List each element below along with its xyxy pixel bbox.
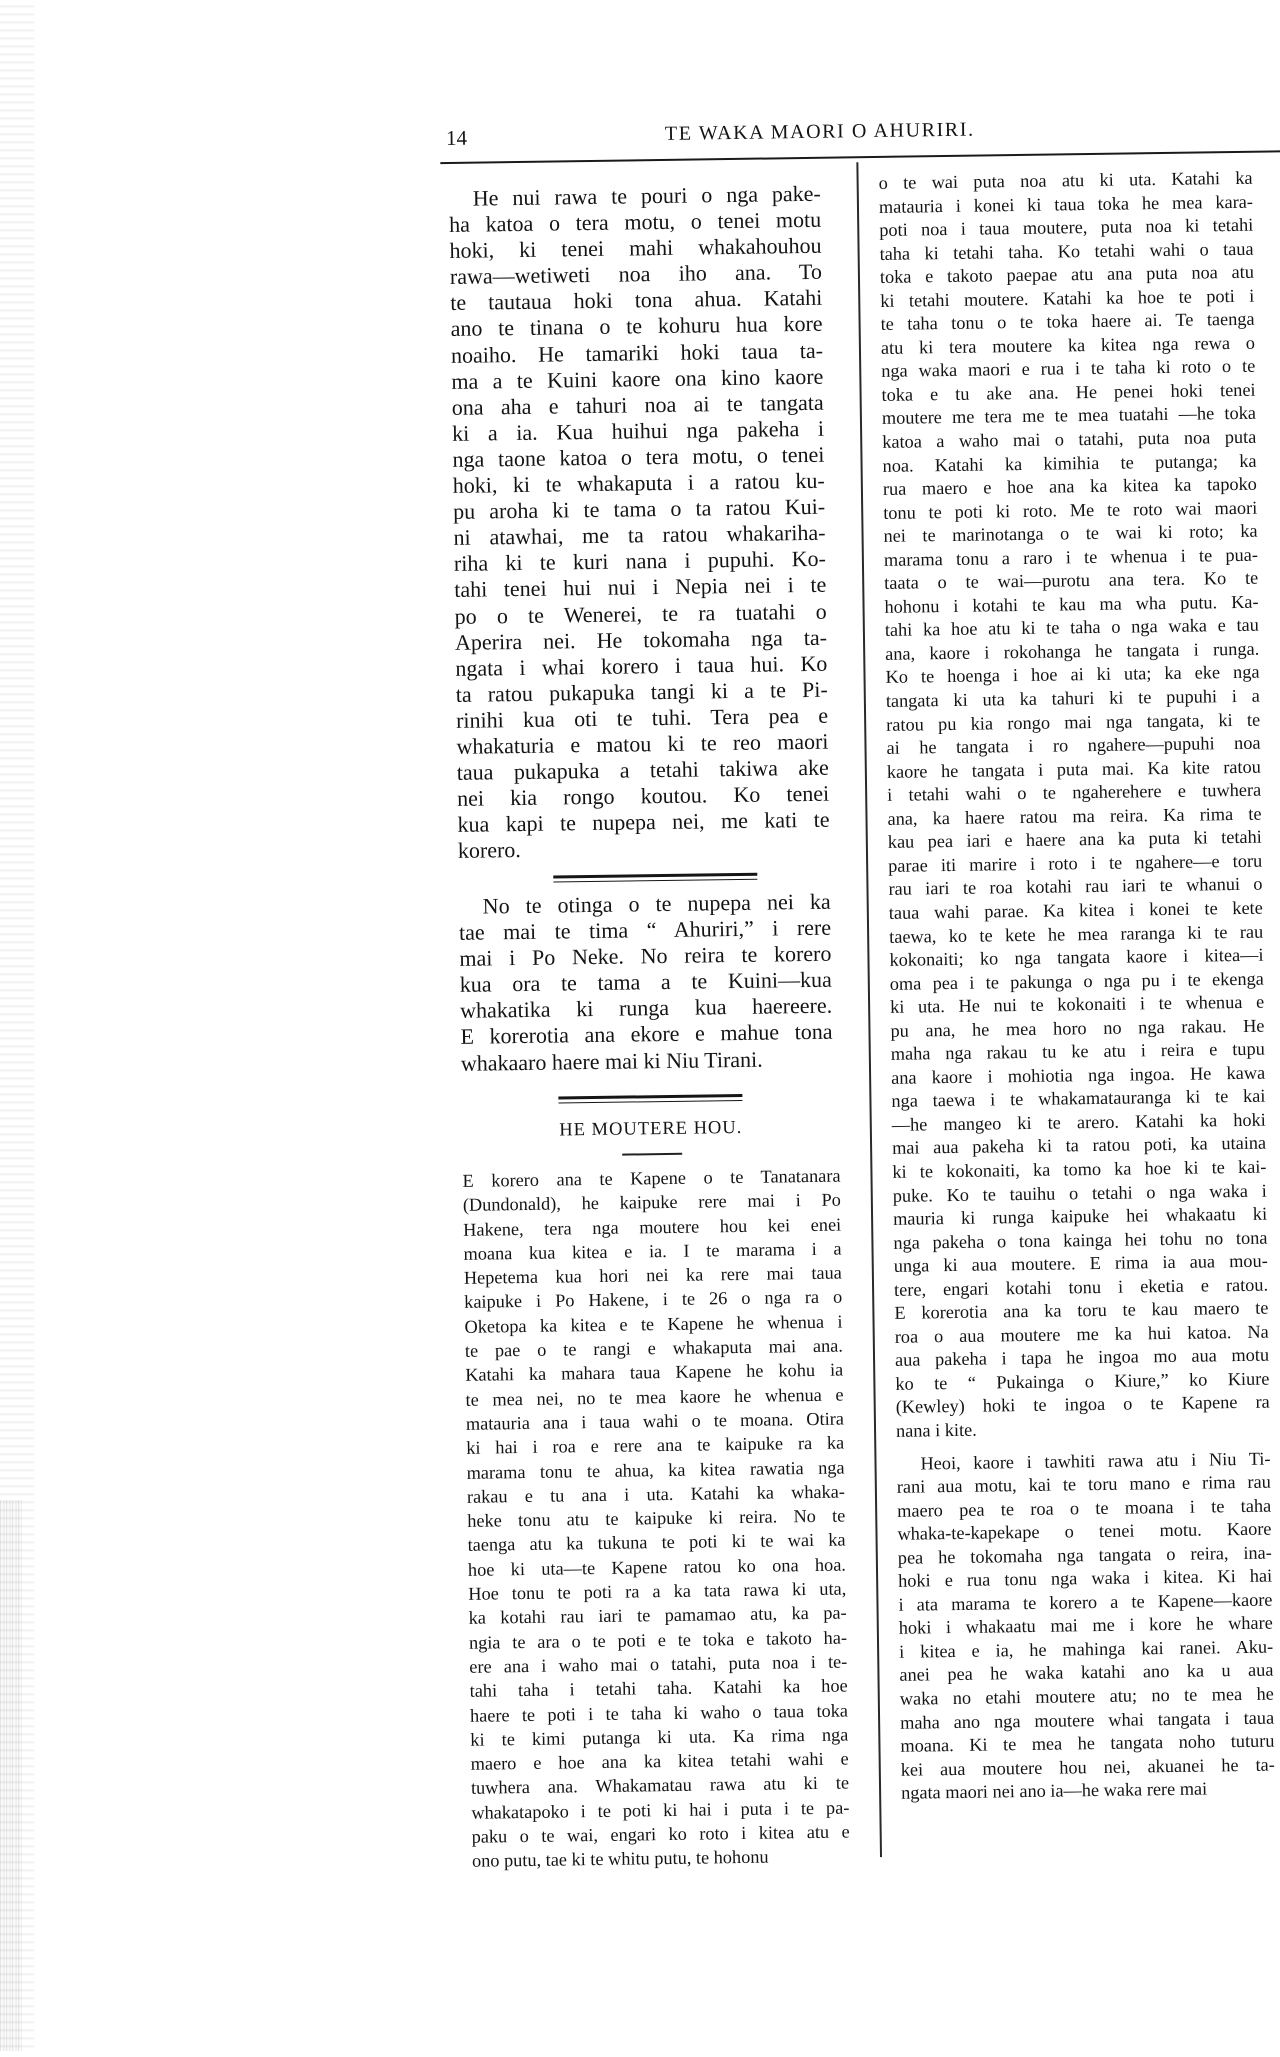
text-line: pea he tokomaha nga tangata o reira, ina- <box>897 1542 1272 1568</box>
page-number: 14 <box>445 125 468 150</box>
text-line: noaiho. He tamariki hoki taua ta- <box>450 337 824 368</box>
text-line: maha nga rakau tu ke atu i reira e tupu <box>890 1038 1265 1065</box>
text-line: moana. Ki te mea he tangata noho tuturu <box>900 1730 1275 1756</box>
text-line: paku o te wai, engari ko roto i kitea atu e <box>471 1821 850 1847</box>
section-heading: HE MOUTERE HOU. <box>559 1117 743 1141</box>
text-line: ki hai i roa e rere ana te kaipuke ra ka <box>466 1432 845 1459</box>
text-line: ki te kimi putanga ki uta. Ka rima nga <box>470 1724 849 1750</box>
text-line: rakau e tu ana i uta. Katahi ka whaka- <box>466 1481 846 1507</box>
text-line: kau pea iari e haere ana ka puta ki tetahi <box>887 826 1262 853</box>
text-line: po o te Wenerei, te ra tuatahi o <box>454 598 827 629</box>
text-line: ngia te ara o te poti e te toka e takoto ha- <box>468 1627 848 1653</box>
text-line: kei aua moutere hou nei, akuanei he ta- <box>900 1754 1275 1780</box>
text-line: nei te marinotanga o te wai ki roto; ka <box>883 520 1258 547</box>
text-line: tuwhera ana. Whakamatau rawa atu ki te <box>470 1772 850 1799</box>
text-line: Heoi, kaore i tawhiti rawa atu i Niu Ti- <box>920 1448 1271 1474</box>
text-line: rau iari te roa kotahi rau iari te whanui o <box>888 874 1263 900</box>
text-line: nei kia rongo koutou. Ko tenei <box>457 780 830 812</box>
text-line: waka no etahi moutere atu; no te mea he <box>899 1683 1274 1709</box>
text-line: ki uta. He nui te kokonaiti i te whenua e <box>890 991 1265 1018</box>
text-line: hoki, ki tenei mahi whakahouhou <box>449 232 822 264</box>
text-line: marama tonu te ahua, ka kitea rawatia nga <box>466 1457 845 1483</box>
text-line: nga taewa i te whakamatauranga ki te kai <box>891 1085 1266 1112</box>
text-line: haere te poti i te taha ki waho o taua toka <box>469 1700 849 1726</box>
text-line: ka kotahi rau iari te pamamao atu, ka pa- <box>468 1602 847 1629</box>
heading-rule <box>622 1153 682 1156</box>
text-line: pu aroha ki te tama o ta ratou Kui- <box>453 493 826 525</box>
text-line: Aperira nei. He tokomaha nga ta- <box>454 624 828 655</box>
text-line: matauria ana i taua wahi o te moana. Otira <box>465 1408 845 1434</box>
text-line: parae iti marire i roto i te ngahere—e toru <box>888 850 1263 876</box>
text-line: i ata marama te korero a te Kapene—kaore <box>898 1589 1273 1615</box>
text-line: matauria i konei ki taua toka he mea kara- <box>878 191 1254 217</box>
text-line: tere, engari kotahi tonu i eketia e ratou. <box>893 1274 1269 1300</box>
text-line: o te wai puta noa atu ki uta. Katahi ka <box>878 167 1253 193</box>
text-line: hoki i whakaatu mai me i kore he whare <box>898 1612 1273 1639</box>
text-line: ha katoa o tera motu, o tenei motu <box>449 206 822 238</box>
text-line: whakaturia e matou ki te reo maori <box>456 728 829 759</box>
text-line: pu ana, he mea horo no nga rakau. He <box>890 1015 1265 1041</box>
text-line: —he mangeo ki te arero. Katahi ka hoki <box>891 1109 1266 1135</box>
text-line: moana kua kitea e ia. I te marama i a <box>463 1238 842 1264</box>
section-separator <box>553 873 757 883</box>
text-line: Hoe tonu te poti ra a ka tata rawa ki uta, <box>468 1578 847 1604</box>
text-line: korero. <box>457 837 522 864</box>
text-line: kua kapi te nupepa nei, me kati te <box>457 806 830 838</box>
text-line: whakatapoko i te poti ki hai i puta i te pa- <box>471 1797 850 1823</box>
text-line: ana, kaore i rokohanga he tangata i runga. <box>885 638 1260 664</box>
text-line: roa o aua moutere me ka hui katoa. Na <box>894 1321 1269 1347</box>
text-line: whaka-te-kapekape o tenei motu. Kaore <box>897 1518 1272 1544</box>
text-line: te taha tonu o te toka haere ai. Te taenga <box>880 308 1255 335</box>
text-line: taata o te wai—purotu ana tera. Ko te <box>884 567 1259 594</box>
text-line: ki tetahi moutere. Katahi ka hoe te poti i <box>880 285 1255 311</box>
text-line: nga waka maori e rua i te taha ki roto o te <box>881 356 1256 382</box>
text-line: ta ratou pukapuka tangi ki a te Pi- <box>455 676 828 707</box>
text-line: taenga atu ka tukuna te poti ki te wai ka <box>467 1529 846 1556</box>
text-line: Hakene, tera nga moutere hou kei enei <box>463 1214 842 1240</box>
text-line: te tautaua hoki tona ahua. Katahi <box>450 285 823 316</box>
text-line: toka e takoto paepae atu ana puta noa atu <box>879 261 1255 288</box>
text-line: hoe ki uta—te Kapene ratou ko ona hoa. <box>467 1554 847 1580</box>
text-line: ono putu, tae ki te whitu putu, te hohonu <box>471 1846 769 1872</box>
text-line: mai aua pakeha ki ta ratou poti, ka utaina <box>891 1133 1267 1159</box>
text-line: E korerotia ana ka toru te kau maero te <box>894 1297 1269 1324</box>
text-line: tangata ki uta ka tahuri ki te pupuhi i a <box>885 685 1260 711</box>
text-line: i tetahi wahi o te ngaherehere e tuwhera <box>887 779 1262 806</box>
text-line: maero e hoe ana ka kitea tetahi wahi e <box>470 1748 849 1774</box>
text-line: ki a ia. Kua huihui nga pakeha i <box>451 415 825 446</box>
text-line: taha ki tetahi taha. Ko tetahi wahi o taua <box>879 238 1254 264</box>
text-line: hohonu i kotahi te kau ma wha putu. Ka- <box>884 591 1259 617</box>
text-line: kaore he tangata i puta mai. Ka kite ratou <box>886 756 1261 782</box>
text-line: tahi ka hoe atu ki te taha o nga waka e tau <box>884 615 1259 641</box>
text-line: E korerotia ana ekore e mahue tona <box>460 1019 833 1050</box>
text-line: kokonaiti; ko nga tangata kaore i kitea—i <box>889 944 1264 970</box>
text-line: tonu te poti ki roto. Me te roto wai maori <box>883 497 1258 523</box>
text-line: Oketopa ka kitea e te Kapene he whenua i <box>464 1311 843 1337</box>
section-separator <box>558 1094 742 1104</box>
text-line: unga ki aua moutere. E rima ia aua mou- <box>893 1250 1268 1276</box>
text-line: hoki e rua tonu nga waka i kitea. Ki hai <box>898 1565 1273 1592</box>
text-line: moutere me tera me te mea tuatahi —he toka <box>881 403 1257 429</box>
text-line: whakatika ki runga kua haereere. <box>459 993 833 1024</box>
text-line: rani aua motu, kai te toru mano e rima rau <box>896 1471 1271 1497</box>
text-line: E korero ana te Kapene o te Tanatanara <box>462 1165 841 1191</box>
text-line: ona aha e tahuri noa ai te tangata <box>451 389 824 420</box>
text-line: (Dundonald), he kaipuke rere mai i Po <box>462 1189 841 1216</box>
article-queen-son <box>449 181 830 865</box>
text-line: marama tonu a raro i te whenua i te pua- <box>883 544 1259 570</box>
text-line: maero pea te roa o te moana i te taha <box>897 1495 1272 1521</box>
text-line: tae mai te tima “ Ahuriri,” i rere <box>458 914 832 945</box>
text-line: (Kewley) hoki te ingoa o te Kapene ra <box>895 1392 1270 1418</box>
header-rule <box>440 150 1280 164</box>
text-line: nga pakeha o tona kainga hei tohu no tona <box>893 1227 1268 1253</box>
text-line: rinihi kua oti te tuhi. Tera pea e <box>455 702 829 733</box>
text-line: atu ki tera moutere ka kitea nga rewa o <box>880 332 1256 358</box>
text-line: He nui rawa te pouri o nga pake- <box>472 180 821 211</box>
text-line: taewa, ko te kete he mea raranga ki te rau <box>889 921 1264 947</box>
text-line: nga taone katoa o tera motu, o tenei <box>452 441 825 472</box>
text-line: puke. Ko te tauihu o tetahi o nga waka i <box>892 1180 1267 1206</box>
text-line: noa. Katahi ka kimihia te putanga; ka <box>882 450 1257 476</box>
text-line: ma a te Kuini kaore ona kino kaore <box>451 363 824 394</box>
text-line: te pae o te rangi e whakaputa mai ana. <box>464 1335 844 1361</box>
article-new-islands <box>462 1164 850 1874</box>
text-line: maha ano nga moutere whai tangata i taua <box>899 1707 1275 1733</box>
text-line: i kitea e ia, he mahinga kai ranei. Aku- <box>899 1636 1274 1662</box>
text-line: anei pea he waka katahi ano ka u aua <box>899 1660 1274 1686</box>
text-line: Katahi ka mahara taua Kapene he kohu ia <box>465 1359 844 1386</box>
text-line: ano te tinana o te kohuru hua kore <box>450 311 823 342</box>
text-line: rawa—wetiweti noa iho ana. To <box>449 259 823 290</box>
text-line: te mea nei, no te mea kaore he whenua e <box>465 1384 844 1410</box>
column-divider <box>856 162 881 1857</box>
text-line: oma pea i te pakunga o nga pu i te ekenga <box>889 968 1264 994</box>
text-line: whakaaro haere mai ki Niu Tirani. <box>460 1046 763 1076</box>
text-line: ana, ka haere ratou ma reira. Ka rima te <box>887 803 1262 829</box>
text-line: mauria ki runga kaipuke hei whakaatu ki <box>892 1203 1268 1229</box>
paragraph <box>878 167 1270 1444</box>
text-line: nana i kite. <box>895 1419 977 1441</box>
article-ahuriri-steamer <box>459 889 834 1077</box>
text-line: Hepetema kua hori nei ka rere mai taua <box>463 1262 842 1289</box>
text-line: rua maero e hoe ana ka kitea ka tapoko <box>882 473 1258 500</box>
text-line: ki te kokonaiti, ka tomo ka hoe ki te kai- <box>892 1156 1267 1182</box>
text-line: taua pukapuka a tetahi takiwa ake <box>456 754 829 785</box>
text-line: aua pakeha i tapa he ingoa mo aua motu <box>894 1344 1270 1371</box>
text-line: heke tonu atu te kaipuke ki reira. No te <box>467 1505 846 1531</box>
text-line: hoki, ki te whakaputa i a ratou ku- <box>452 467 825 498</box>
text-line: ni atawhai, me ta ratou whakariha- <box>453 519 826 551</box>
text-line: No te otinga o te nupepa nei ka <box>482 888 831 919</box>
text-line: ko te “ Pukainga o Kiure,” ko Kiure <box>895 1368 1270 1394</box>
running-title: TE WAKA MAORI O AHURIRI. <box>664 118 975 145</box>
text-line: kua ora te tama a te Kuini—kua <box>459 966 832 998</box>
text-line: tahi taha i tetahi taha. Katahi ka hoe <box>469 1675 848 1702</box>
text-line: ratou pu kia rongo mai nga tangata, ki te <box>886 709 1261 735</box>
text-line: kaipuke i Po Hakene, i te 26 o nga ra o <box>464 1287 843 1313</box>
text-line: mai i Po Neke. No reira te korero <box>459 940 832 972</box>
scan-edge-artifact <box>0 1500 22 2051</box>
text-line: katoa a waho mai o tatahi, puta noa puta <box>882 426 1257 452</box>
text-line: ai he tangata i ro ngahere—pupuhi noa <box>886 732 1261 759</box>
article-new-islands-continued <box>878 167 1275 1806</box>
text-line: ana kaore i mohiotia nga ingoa. He kawa <box>890 1062 1266 1088</box>
text-line: poti noa i taua moutere, puta noa ki tetahi <box>879 214 1254 241</box>
text-line: ngata i whai korero i taua hui. Ko <box>455 650 828 681</box>
text-line: toka e tu ake ana. He penei hoki tenei <box>881 379 1256 405</box>
text-line: riha ki te kuri nana i pupuhi. Ko- <box>453 546 827 577</box>
text-line: ere ana i waho mai o tatahi, puta noa i te- <box>469 1651 848 1677</box>
text-line: taua wahi parae. Ka kitea i konei te kete <box>888 897 1263 923</box>
text-line: Ko te hoenga i hoe ai ki uta; ka eke nga <box>885 662 1260 688</box>
text-line: ngata maori nei ano ia—he waka rere mai <box>900 1778 1208 1803</box>
paragraph <box>896 1447 1275 1805</box>
text-line: tahi tenei hui nui i Nepia nei i te <box>454 572 827 603</box>
